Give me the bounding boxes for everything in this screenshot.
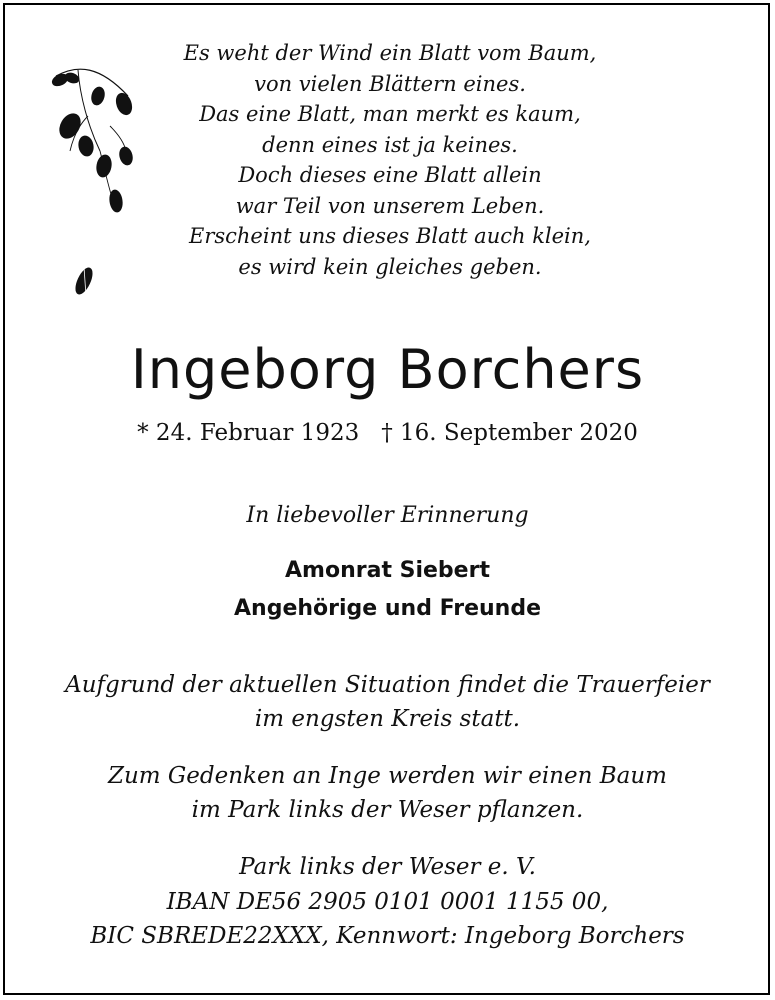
birch-branch-icon [38,56,148,306]
birth-date: * 24. Februar 1923 [137,420,360,446]
tree-planting-note [0,759,775,827]
donation-details [0,850,775,954]
poem-line: Doch dieses eine Blatt allein [238,163,542,187]
mourner-line: Angehörige und Freunde [234,596,541,621]
poem-line: Erscheint uns dieses Blatt auch klein, [189,224,591,248]
tree-line: im Park links der Weser pflanzen. [191,797,584,823]
poem-line: denn eines ist ja keines. [262,132,518,157]
deceased-name: Ingeborg Borchers [130,338,645,401]
notice-line: im engsten Kreis statt. [254,706,521,732]
poem-line: Das eine Blatt, man merkt es kaum, [199,102,581,126]
bank-iban: IBAN DE56 2905 0101 0001 1155 00, [166,888,609,915]
poem-line: war Teil von unserem Leben. [235,193,545,218]
poem-line: von vielen Blättern eines. [254,71,526,96]
life-dates [0,420,775,446]
poem-line: es wird kein gleiches geben. [238,254,542,279]
tree-line: Zum Gedenken an Inge werden wir einen Baum [108,763,667,789]
death-date: † 16. September 2020 [381,420,638,446]
poem [140,38,640,282]
bank-recipient: Park links der Weser e. V. [239,854,536,880]
mourners [0,552,775,628]
funeral-notice [0,668,775,736]
poem-line: Es weht der Wind ein Blatt vom Baum, [183,41,597,65]
notice-line: Aufgrund der aktuellen Situation findet die Trauerfeier [65,672,710,698]
bank-bic-reference: BIC SBREDE22XXX, Kennwort: Ingeborg Borchers [90,923,685,949]
memory-phrase: In liebevoller Erinnerung [246,503,529,528]
mourner-line: Amonrat Siebert [285,558,490,583]
